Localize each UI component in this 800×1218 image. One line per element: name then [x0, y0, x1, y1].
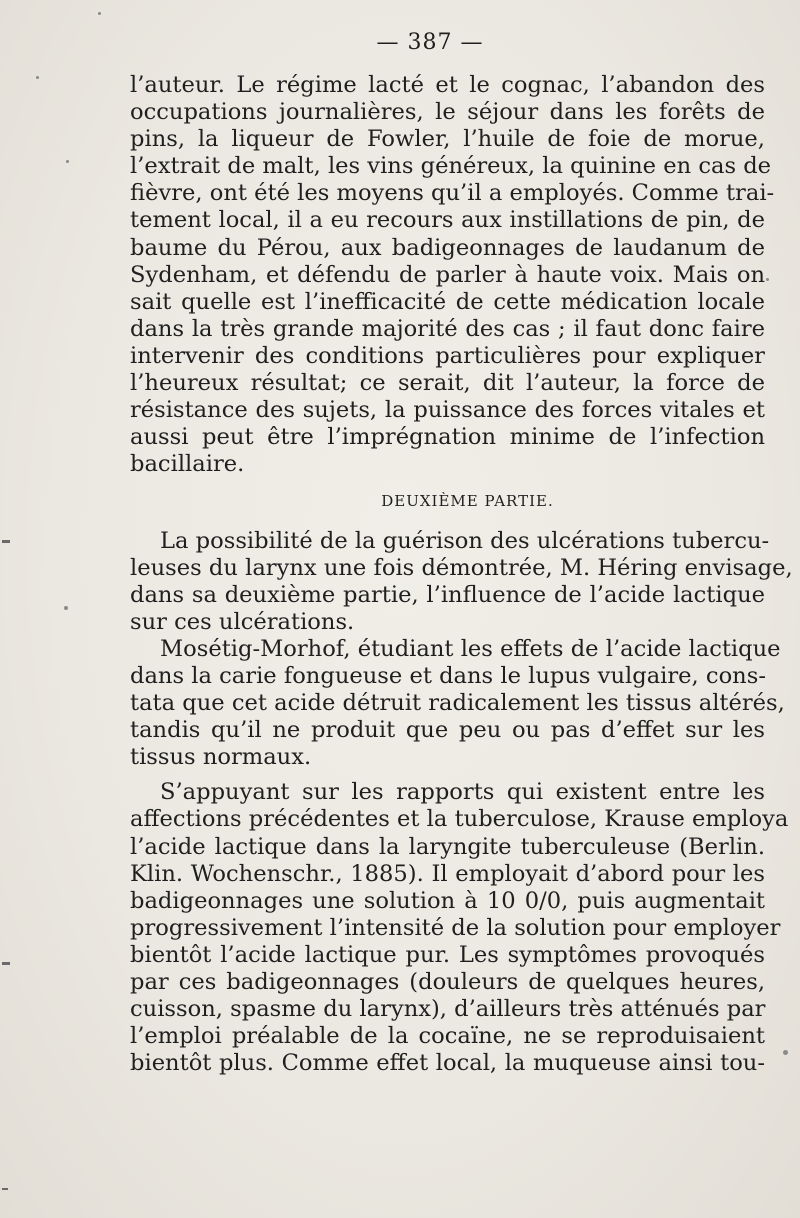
- text-line: fièvre, ont été les moyens qu’il a employés. Comme trai-: [130, 180, 775, 207]
- paragraph-3: [130, 635, 785, 771]
- text-line: badigeonnages une solution à 10 0/0, puis augmentait: [130, 887, 765, 914]
- margin-mark: [2, 962, 10, 965]
- text-line: progressivement l’intensité de la solution pour employer: [130, 914, 781, 941]
- text-line: cuisson, spasme du larynx), d’ailleurs très atténués par: [130, 996, 766, 1023]
- body-text: [130, 72, 793, 1077]
- text-line: tata que cet acide détruit radicalement les tissus altérés,: [130, 690, 785, 717]
- text-line: tissus normaux.: [130, 744, 312, 771]
- page-number: — 387 —: [376, 30, 484, 55]
- text-line: tandis qu’il ne produit que peu ou pas d’effet sur les: [130, 717, 765, 744]
- scan-speck: [98, 12, 101, 15]
- text-line: affections précédentes et la tuberculose, Krause employa: [130, 806, 789, 833]
- text-line: tement local, il a eu recours aux instillations de pin, de: [130, 207, 765, 234]
- text-line: bientôt plus. Comme effet local, la muqueuse ainsi tou-: [130, 1050, 765, 1077]
- text-line: bientôt l’acide lactique pur. Les symptômes provoqués: [130, 941, 765, 968]
- text-line: l’acide lactique dans la laryngite tuberculeuse (Berlin.: [130, 833, 765, 860]
- paragraph-4: [130, 779, 789, 1077]
- text-line: par ces badigeonnages (douleurs de quelques heures,: [130, 969, 765, 995]
- text-line: l’extrait de malt, les vins généreux, la quinine en cas de: [130, 153, 772, 180]
- text-line: leuses du larynx une fois démontrée, M. Héring envisage,: [130, 554, 793, 581]
- text-line: aussi peut être l’imprégnation minime de l’infection: [130, 424, 765, 451]
- text-line: dans sa deuxième partie, l’influence de l’acide lactique: [130, 581, 765, 608]
- text-line: sait quelle est l’inefficacité de cette médication locale: [130, 288, 765, 315]
- text-line: l’auteur. Le régime lacté et le cognac, l’abandon des: [130, 72, 765, 98]
- text-line: dans la très grande majorité des cas ; il faut donc faire: [130, 315, 765, 342]
- text-line: S’appuyant sur les rapports qui existent entre les: [160, 779, 765, 806]
- scan-speck: [783, 1050, 788, 1055]
- text-line: intervenir des conditions particulières pour expliquer: [130, 342, 765, 369]
- text-line: l’emploi préalable de la cocaïne, ne se reproduisaient: [130, 1023, 765, 1050]
- text-line: La possibilité de la guérison des ulcérations tubercu-: [160, 527, 770, 554]
- text-line: sur ces ulcérations.: [130, 608, 355, 635]
- scan-speck: [64, 606, 68, 610]
- section-heading: DEUXIÈME PARTIE.: [381, 492, 554, 511]
- text-line: pins, la liqueur de Fowler, l’huile de foie de morue,: [130, 126, 765, 153]
- text-line: Mosétig-Morhof, étudiant les effets de l’acide lactique: [160, 635, 781, 662]
- text-line: Klin. Wochenschr., 1885). Il employait d’abord pour les: [130, 860, 765, 887]
- text-line: dans la carie fongueuse et dans le lupus vulgaire, cons-: [130, 662, 766, 689]
- margin-mark: [2, 540, 10, 543]
- paragraph-2: [130, 527, 793, 636]
- margin-mark: [2, 1188, 8, 1190]
- text-line: résistance des sujets, la puissance des forces vitales et: [130, 397, 765, 424]
- text-line: Sydenham, et défendu de parler à haute voix. Mais on: [130, 261, 765, 288]
- scan-speck: [36, 76, 39, 79]
- paragraph-1: [130, 72, 775, 478]
- scan-speck: [766, 278, 769, 281]
- text-line: baume du Pérou, aux badigeonnages de laudanum de: [130, 234, 765, 261]
- text-line: l’heureux résultat; ce serait, dit l’auteur, la force de: [130, 370, 765, 397]
- text-line: bacillaire.: [130, 451, 245, 478]
- text-line: occupations journalières, le séjour dans les forêts de: [130, 99, 765, 126]
- scan-speck: [66, 160, 69, 163]
